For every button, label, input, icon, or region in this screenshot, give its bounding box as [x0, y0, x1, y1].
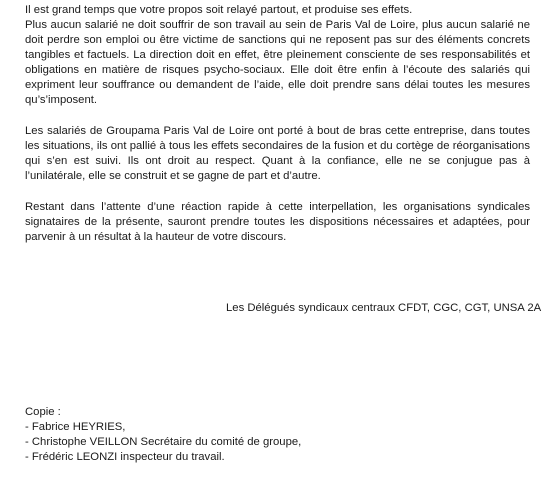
paragraph-employees-protection: Plus aucun salarié ne doit souffrir de son travail au sein de Paris Val de Loire, plus aucun salarié ne doit perdre son emploi ou être victime de sanctions qui ne reposent pas sur des éléments concrets tangibles et factuels. La direction doit en effet, être pleinement consciente de ses responsabilités et obligations en matière de risques psycho-sociaux. Elle doit être enfin à l’écoute des salariés qui expriment leur souffrance ou demandent de l’aide, elle doit prendre sans délai toutes les mesures qu’s’imposent. [25, 19, 530, 106]
paragraph-respect: Les salariés de Groupama Paris Val de Loire ont porté à bout de bras cette entreprise, dans toutes les situations, ils ont pallié à tous les effets secondaires de la fusion et du cortège de réorganisations qui s’en est suivi. Ils ont droit au respect. Quant à la confiance, elle ne se conjugue pas à l’unilatérale, elle se construit et se gagne de part et d’autre. [25, 125, 530, 182]
paragraph-conclusion: Restant dans l’attente d’une réaction rapide à cette interpellation, les organisations syndicales signataires de la présente, sauront prendre toutes les dispositions nécessaires et adaptées, pour parvenir à un résultat à la hauteur de votre discours. [25, 201, 530, 243]
paragraph-gap [25, 184, 530, 200]
paragraph-intro: Il est grand temps que votre propos soit relayé partout, et produise ses effets. [25, 4, 413, 16]
copies-block [25, 405, 301, 465]
signature-line: Les Délégués syndicaux centraux CFDT, CGC, CGT, UNSA 2A [226, 302, 542, 314]
copy-recipient: - Christophe VEILLON Secrétaire du comité de groupe, [25, 436, 302, 448]
copies-heading: Copie : [25, 406, 61, 418]
copy-recipient: - Fabrice HEYRIES, [25, 421, 126, 433]
paragraph-gap [25, 108, 530, 124]
letter-body [25, 3, 530, 245]
copy-recipient: - Frédéric LEONZI inspecteur du travail. [25, 451, 225, 463]
